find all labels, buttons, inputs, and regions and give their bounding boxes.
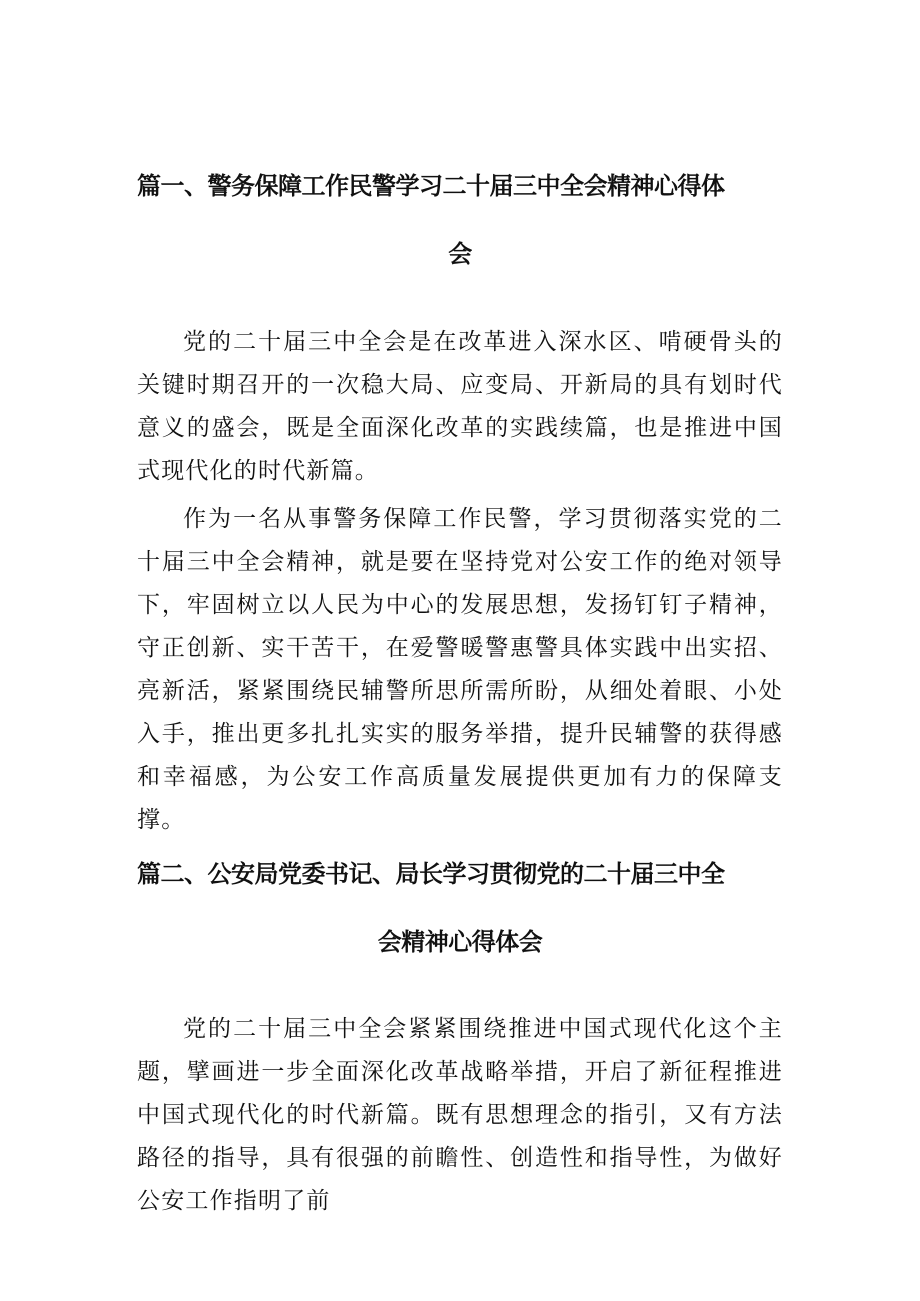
section-2-heading-line-2: 会精神心得体会 xyxy=(377,928,543,956)
section-1-heading-line-2: 会 xyxy=(448,240,472,268)
section-1-heading-line-1: 篇一、警务保障工作民警学习二十届三中全会精神心得体 xyxy=(137,172,725,200)
section-1-paragraph-1: 党的二十届三中全会是在改革进入深水区、啃硬骨头的关键时期召开的一次稳大局、应变局、开新局的具有划时代意义的盛会，既是全面深化改革的实践续篇，也是推进中国式现代化的时代新篇。 xyxy=(137,329,783,484)
section-1-paragraph-2: 作为一名从事警务保障工作民警，学习贯彻落实党的二十届三中全会精神，就是要在坚持党对公安工作的绝对领导下，牢固树立以人民为中心的发展思想，发扬钉钉子精神，守正创新、实干苦干，在爱警暖警惠警具体实践中出实招、亮新活，紧紧围绕民辅警所思所需所盼，从细处着眼、小处入手，推出更多扎扎实实的服务举措，提升民辅警的获得感和幸福感，为公安工作高质量发展提供更加有力的保障支撑。 xyxy=(137,506,783,833)
section-2-heading-line-1: 篇二、公安局党委书记、局长学习贯彻党的二十届三中全 xyxy=(137,860,725,888)
section-1-heading xyxy=(137,152,783,288)
section-2-paragraph-1: 党的二十届三中全会紧紧围绕推进中国式现代化这个主题，擘画进一步全面深化改革战略举措，开启了新征程推进中国式现代化的时代新篇。既有思想理念的指引，又有方法路径的指导，具有很强的前瞻性、创造性和指导性，为做好公安工作指明了前 xyxy=(137,1016,783,1214)
section-2-heading xyxy=(137,840,783,976)
